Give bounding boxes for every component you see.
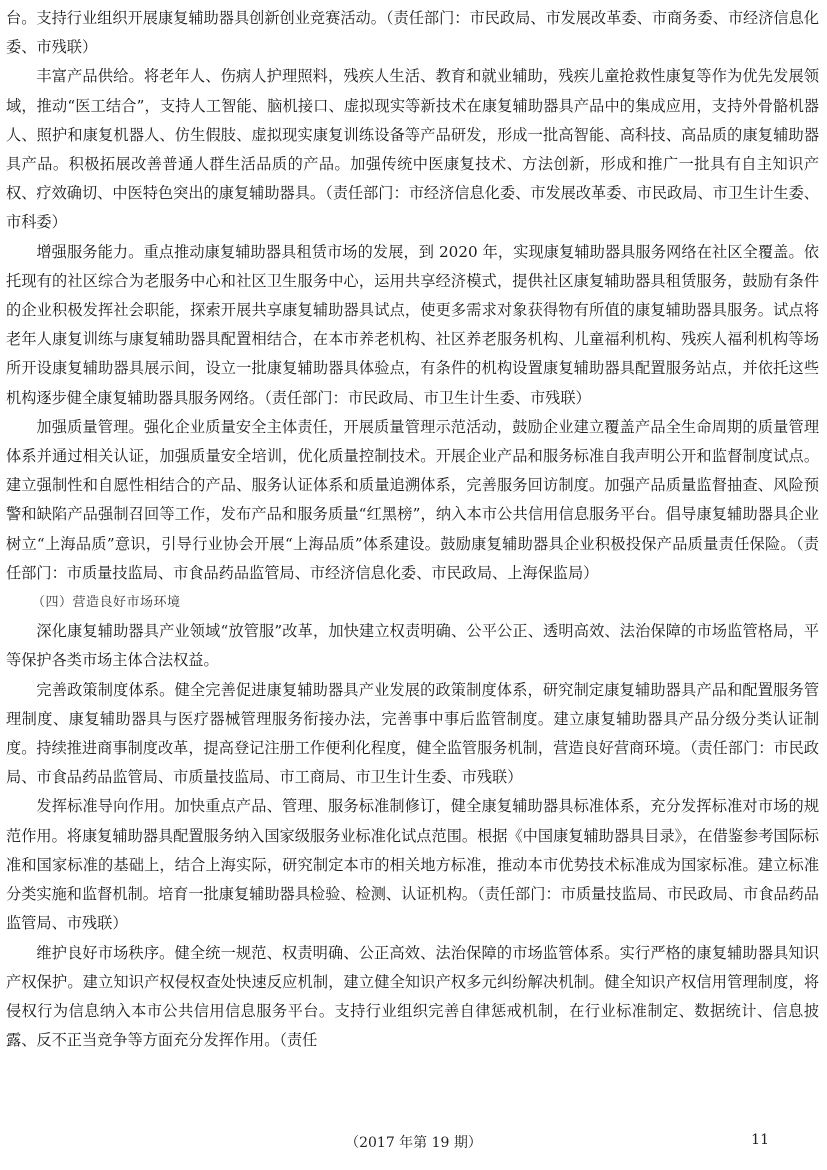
section-heading: （四）营造良好市场环境 bbox=[32, 595, 181, 611]
page-number: 11 bbox=[751, 1132, 769, 1148]
paragraph-quality-management: 加强质量管理。强化企业质量安全主体责任，开展质量管理示范活动，鼓励企业建立覆盖产品全生命周期的质量管理体系并通过相关认证，加强质量安全培训，优化质量控制技术。开展企业产品和服务标准自我声明公开和监督制度试点。建立强制性和自愿性相结合的产品、服务认证体系和质量追溯体系，完善服务回访制度。加强产品质量监督抽查、风险预警和缺陷产品强制召回等工作，发布产品和服务质量“红黑榜”，纳入本市公共信用信息服务平台。倡导康复辅助器具企业树立“上海品质”意识，引导行业协会开展“上海品质”体系建设。鼓励康复辅助器具企业积极投保产品质量责任保险。（责任部门：市质量技监局、市食品药品监管局、市经济信息化委、市民政局、上海保监局） bbox=[6, 417, 819, 582]
paragraph-continued: 台。支持行业组织开展康复辅助器具创新创业竞赛活动。（责任部门：市民政局、市发展改革委、市商务委、市经济信息化委、市残联） bbox=[6, 9, 819, 57]
issue-label: （2017 年第 19 期） bbox=[345, 1135, 482, 1151]
page-footer bbox=[0, 1128, 827, 1154]
paragraph-product-supply: 丰富产品供给。将老年人、伤病人护理照料，残疾人生活、教育和就业辅助，残疾儿童抢救性康复等作为优先发展领域，推动“医工结合”，支持人工智能、脑机接口、虚拟现实等新技术在康复辅助器具产品中的集成应用，支持外骨骼机器人、照护和康复机器人、仿生假肢、虚拟现实康复训练设备等产品研发，形成一批高智能、高科技、高品质的康复辅助器具产品。积极拓展改善普通人群生活品质的产品。加强传统中医康复技术、方法创新，形成和推广一批具有自主知识产权、疗效确切、中医特色突出的康复辅助器具。（责任部门：市经济信息化委、市发展改革委、市民政局、市卫生计生委、市科委） bbox=[6, 67, 819, 232]
paragraph-policy-system: 完善政策制度体系。健全完善促进康复辅助器具产业发展的政策制度体系，研究制定康复辅助器具产品和配置服务管理制度、康复辅助器具与医疗器械管理服务衔接办法，完善事中事后监管制度。建立康复辅助器具产品分级分类认证制度。持续推进商事制度改革，提高登记注册工作便利化程度，健全监管服务机制，营造良好营商环境。（责任部门：市民政局、市食品药品监管局、市质量技监局、市工商局、市卫生计生委、市残联） bbox=[6, 680, 819, 787]
paragraph-standards: 发挥标准导向作用。加快重点产品、管理、服务标准制修订，健全康复辅助器具标准体系，充分发挥标准对市场的规范作用。将康复辅助器具配置服务纳入国家级服务业标准化试点范围。根据《中国康复辅助器具目录》，在借鉴参考国际标准和国家标准的基础上，结合上海实际，研究制定本市的相关地方标准，推动本市优势技术标准成为国家标准。建立标准分类实施和监督机制。培育一批康复辅助器具检验、检测、认证机构。（责任部门：市质量技监局、市民政局、市食品药品监管局、市残联） bbox=[6, 797, 819, 933]
paragraph-service-capacity: 增强服务能力。重点推动康复辅助器具租赁市场的发展，到 2020 年，实现康复辅助器具服务网络在社区全覆盖。依托现有的社区综合为老服务中心和社区卫生服务中心，运用共享经济模式，提供社区康复辅助器具租赁服务，鼓励有条件的企业积极发挥社会职能，探索开展共享康复辅助器具试点，使更多需求对象获得物有所值的康复辅助器具服务。试点将老年人康复训练与康复辅助器具配置相结合，在本市养老机构、社区养老服务机构、儿童福利机构、残疾人福利机构等场所开设康复辅助器具展示间，设立一批康复辅助器具体验点，有条件的机构设置康复辅助器具配置服务站点，并依托这些机构逐步健全康复辅助器具服务网络。（责任部门：市民政局、市卫生计生委、市残联） bbox=[6, 242, 819, 407]
paragraph-reform-intro: 深化康复辅助器具产业领域“放管服”改革，加快建立权责明确、公平公正、透明高效、法治保障的市场监管格局，平等保护各类市场主体合法权益。 bbox=[6, 622, 819, 670]
body-text bbox=[6, 4, 819, 1055]
paragraph-market-order: 维护良好市场秩序。健全统一规范、权责明确、公正高效、法治保障的市场监管体系。实行严格的康复辅助器具知识产权保护。建立知识产权侵权查处快速反应机制，建立健全知识产权多元纠纷解决机制。健全知识产权信用管理制度，将侵权行为信息纳入本市公共信用信息服务平台。支持行业组织完善自律惩戒机制，在行业标准制定、数据统计、信息披露、反不正当竞争等方面充分发挥作用。（责任 bbox=[6, 943, 819, 1050]
